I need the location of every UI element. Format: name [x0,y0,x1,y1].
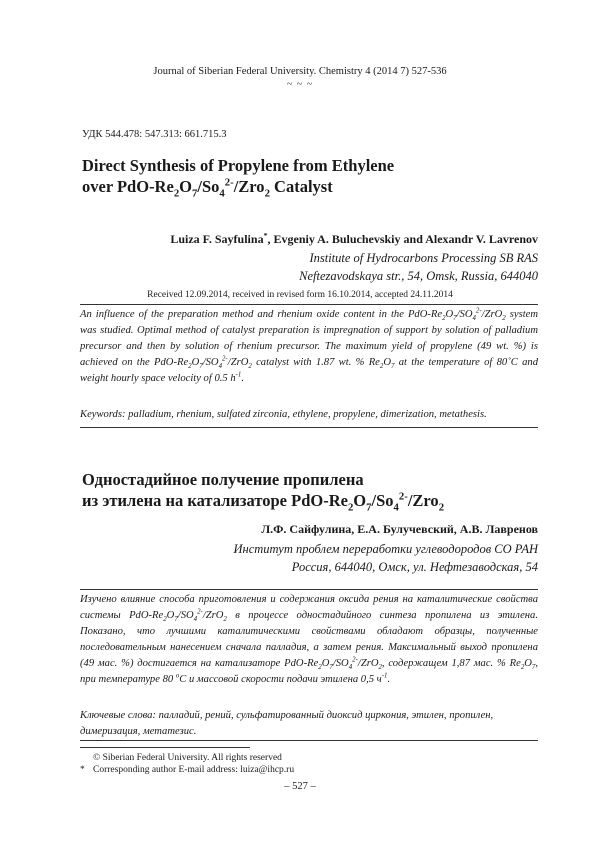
russian-authors: Л.Ф. Сайфулина, Е.А. Булучевский, А.В. Лавренов [261,522,538,536]
footnote-mark: * [80,765,85,775]
footnote-corresponding [80,764,294,776]
abstract-rule-bottom [80,427,538,428]
russian-title-line2: из этилена на катализаторе PdO-$Re_2O_7/So_4^{2-}/Zro_2$ [82,490,445,514]
corresponding-mark: * [263,231,268,240]
russian-keywords: Ключевые слова: палладий, рений, сульфатированный диоксид циркония, этилен, пропилен, димеризация, метатезис. [80,710,494,737]
author-others: , Evgeniy A. Buluchevskiy and Alexandr V. Lavrenov [267,232,538,246]
received-dates: Received 12.09.2014, received in revised form 16.10.2014, accepted 24.11.2014 [147,290,453,300]
page-number: – 527 – [284,781,316,792]
russian-title-line1: Одностадийное получение пропилена [82,470,364,489]
english-address: Neftezavodskaya str., 54, Omsk, Russia, 644040 [299,269,538,283]
russian-institute: Институт проблем переработки углеводородов СО РАН [233,542,538,556]
english-title-line2: over PdO-$Re_2O_7/So_4^{2-}/Zro_2$ Catalyst [82,176,333,200]
russian-affiliation [234,540,539,576]
english-authors [170,232,538,247]
english-affiliation [299,249,538,285]
english-keywords: Keywords: palladium, rhenium, sulfated zirconia, ethylene, propylene, dimerization, metathesis. [80,409,487,420]
russian-abstract: Изучено влияние способа приготовления и содержания оксида рения на каталитические свойства системы PdO-$Re_2O_7/SO_4^{2-}/ZrO_2$ в процессе одностадийного синтеза пропилена из этилена. Показано, что лучшими каталитическими свойствами обладают образцы, полученные последовательным нанесением сначала палладия, а затем рения. Максимальный выход пропилена (49 мас. %) достигается на катализаторе PdO-$Re_2O_7/SO_4^{2-}/ZrO_2$, содержащем 1,87 мас. % $Re_2O_7$, при температуре 80 $^o$С и массовой скорости подачи этилена 0,5 $ч^{-1}$. [80,594,538,685]
footnote-copyright: © Siberian Federal University. All rights reserved [93,753,282,763]
russian-title [82,469,445,514]
russian-abstract-rule-top [80,589,538,590]
english-title-line1: Direct Synthesis of Propylene from Ethylene [82,156,395,175]
udk-code: УДК 544.478: 547.313: 661.715.3 [82,129,227,140]
header-separator: ~ ~ ~ [286,79,314,90]
author-primary: Luiza F. Sayfulina [170,232,264,246]
journal-header: Journal of Siberian Federal University. Chemistry 4 (2014 7) 527-536 [153,66,447,77]
abstract-rule-top [80,304,538,305]
english-institute: Institute of Hydrocarbons Processing SB RAS [309,251,538,265]
english-abstract: An influence of the preparation method and rhenium oxide content in the PdO-$Re_2O_7/SO_4^{2-}/ZrO_2$ system was studied. Optimal method of catalyst preparation is impregnation of support by solution of palladium precursor and then by solution of rhenium precursor. The maximum yield of propylene (49 wt. %) is achieved on the PdO-$Re_2O_7/SO_4^{2-}/ZrO_2$ catalyst with 1.87 wt. % $Re_2O_7$ at the temperature of 80˚C and weight hourly space velocity of 0.5 $h^{-1}$. [80,307,538,384]
english-title [82,155,395,200]
russian-abstract-rule-bottom [80,740,538,741]
footnote-rule [80,747,250,748]
russian-address: Россия, 644040, Омск, ул. Нефтезаводская, 54 [291,560,538,574]
corresponding-email: Corresponding author E-mail address: luiza@ihcp.ru [93,765,295,775]
